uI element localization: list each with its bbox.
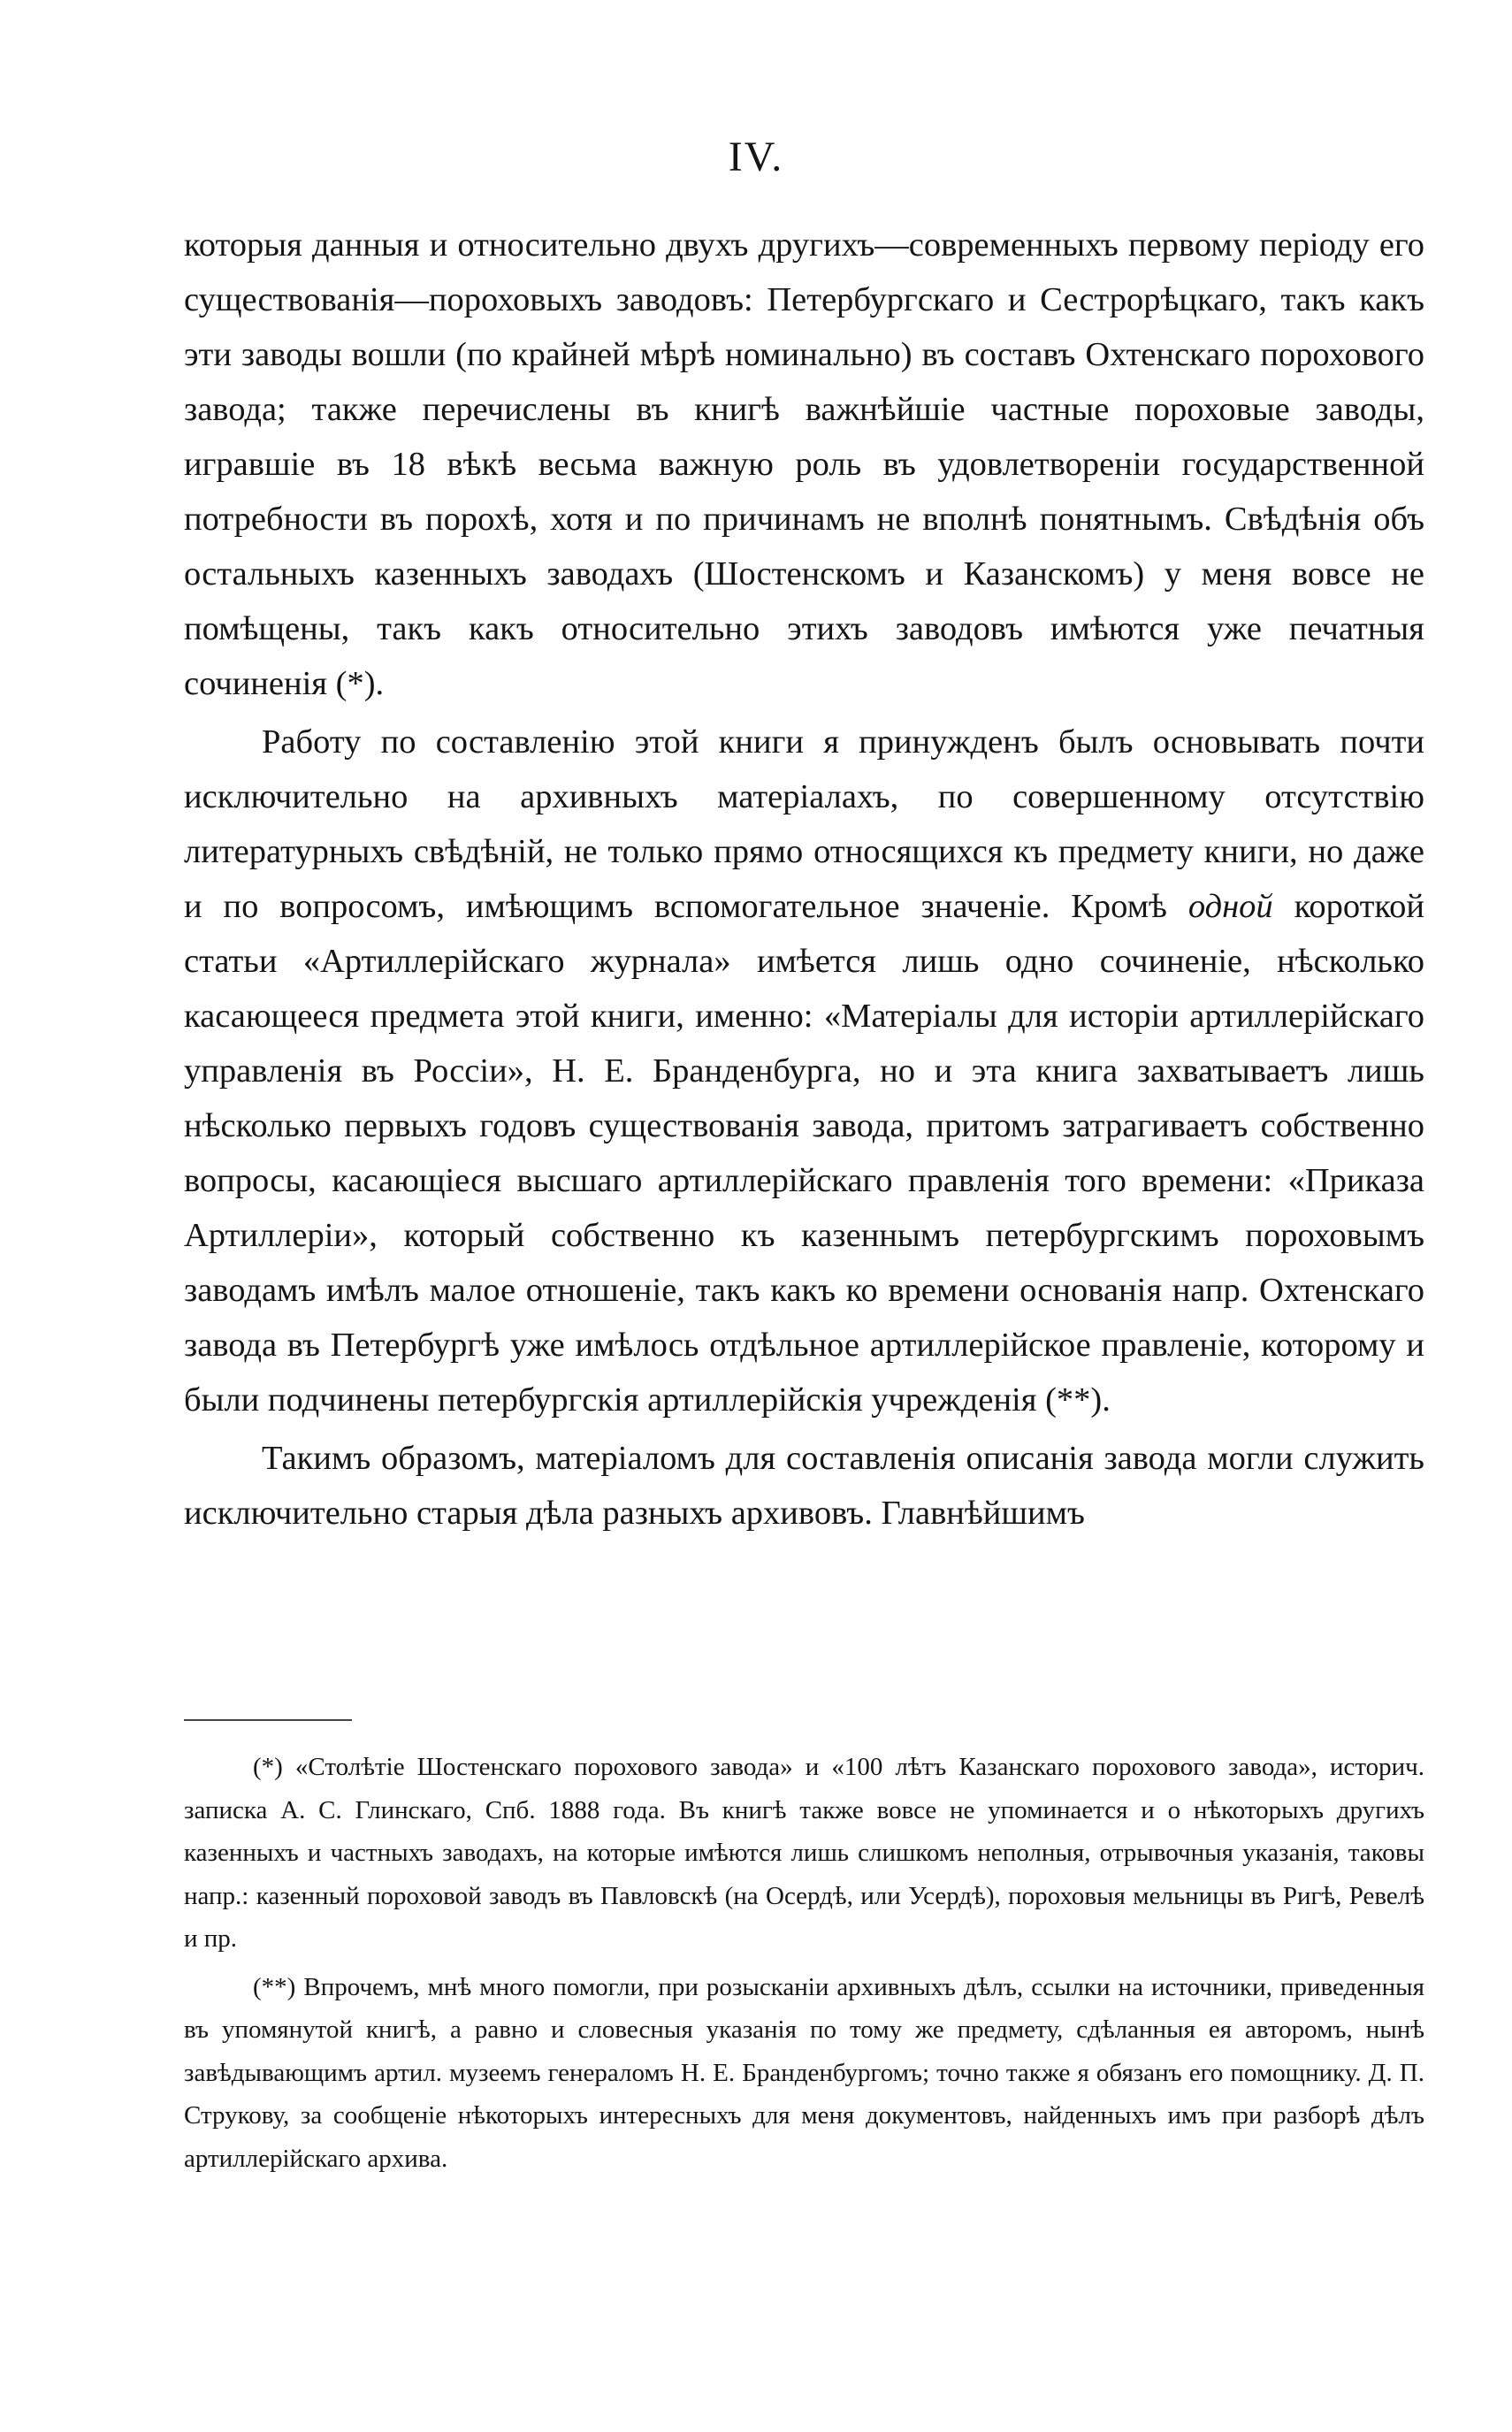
footnote-1: (*) «Столѣтіе Шостенскаго порохового завода» и «100 лѣтъ Казанскаго порохового завода», историч. записка А. С. Глинскаго, Спб. 1888 года. Въ книгѣ также вовсе не упоминается и о нѣкоторыхъ другихъ казенныхъ и частныхъ заводахъ, на которые имѣются лишь слишкомъ неполныя, отрывочныя указанія, таковы напр.: казенный пороховой заводъ въ Павловскѣ (на Осердѣ, или Усердѣ), пороховыя мельницы въ Ригѣ, Ревелѣ и пр.: [184, 1753, 1424, 1953]
main-text: [184, 218, 1424, 1541]
paragraph-sources-text-before: Работу по составленію этой книги я принужденъ былъ основывать почти исключительно на архивныхъ матеріалахъ, по совершенному отсутствію литературныхъ свѣдѣній, не только прямо относящихся къ предмету книги, но даже и по вопросомъ, имѣющимъ вспомогательное значеніе. Кромѣ: [184, 723, 1424, 925]
paragraph-archives: Такимъ образомъ, матеріаломъ для составленія описанія завода могли служить исключительно старыя дѣла разныхъ архивовъ. Главнѣйшимъ: [184, 1440, 1424, 1532]
paragraph-sources: [184, 715, 1424, 1427]
paragraph-sources-text-after: короткой статьи «Артиллерійскаго журнала» имѣется лишь одно сочиненіе, нѣсколько касающееся предмета этой книги, именно: «Матеріалы для исторіи артиллерійскаго управленія въ Россіи», Н. Е. Бранденбурга, но и эта книга захватываетъ лишь нѣсколько первыхъ годовъ существованія завода, притомъ затрагиваетъ собственно вопросы, касающіеся высшаго артиллерійскаго правленія того времени: «Приказа Артиллеріи», который собственно къ казеннымъ петербургскимъ пороховымъ заводамъ имѣлъ малое отношеніе, такъ какъ ко времени основанія напр. Охтенскаго завода въ Петербургѣ уже имѣлось отдѣльное артиллерійское правленіе, которому и были подчинены петербургскія артиллерійскія учрежденія (**).: [184, 888, 1424, 1419]
footnote-separator: [184, 1719, 352, 1721]
page-number: IV.: [728, 134, 784, 180]
paragraph-sources-emphasis: одной: [1187, 888, 1273, 925]
footnotes: [184, 1746, 1424, 2180]
paragraph-continuation: которыя данныя и относительно двухъ другихъ—современныхъ первому періоду его существованія—пороховыхъ заводовъ: Петербургскаго и Сестрорѣцкаго, такъ какъ эти заводы вошли (по крайней мѣрѣ номинально) въ составъ Охтенскаго порохового завода; также перечислены въ книгѣ важнѣйшіе частные пороховые заводы, игравшіе въ 18 вѣкѣ весьма важную роль въ удовлетвореніи государственной потребности въ порохѣ, хотя и по причинамъ не вполнѣ понятнымъ. Свѣдѣнія объ остальныхъ казенныхъ заводахъ (Шостенскомъ и Казанскомъ) у меня вовсе не помѣщены, такъ какъ относительно этихъ заводовъ имѣются уже печатныя сочиненія (*).: [184, 226, 1424, 702]
footnote-2: (**) Впрочемъ, мнѣ много помогли, при розысканіи архивныхъ дѣлъ, ссылки на источники, приведенныя въ упомянутой книгѣ, а равно и словесныя указанія по тому же предмету, сдѣланныя ея авторомъ, нынѣ завѣдывающимъ артил. музеемъ генераломъ Н. Е. Бранденбургомъ; точно также я обязанъ его помощнику. Д. П. Струкову, за сообщеніе нѣкоторыхъ интересныхъ для меня документовъ, найденныхъ имъ при разборѣ дѣлъ артиллерійскаго архива.: [184, 1972, 1424, 2173]
